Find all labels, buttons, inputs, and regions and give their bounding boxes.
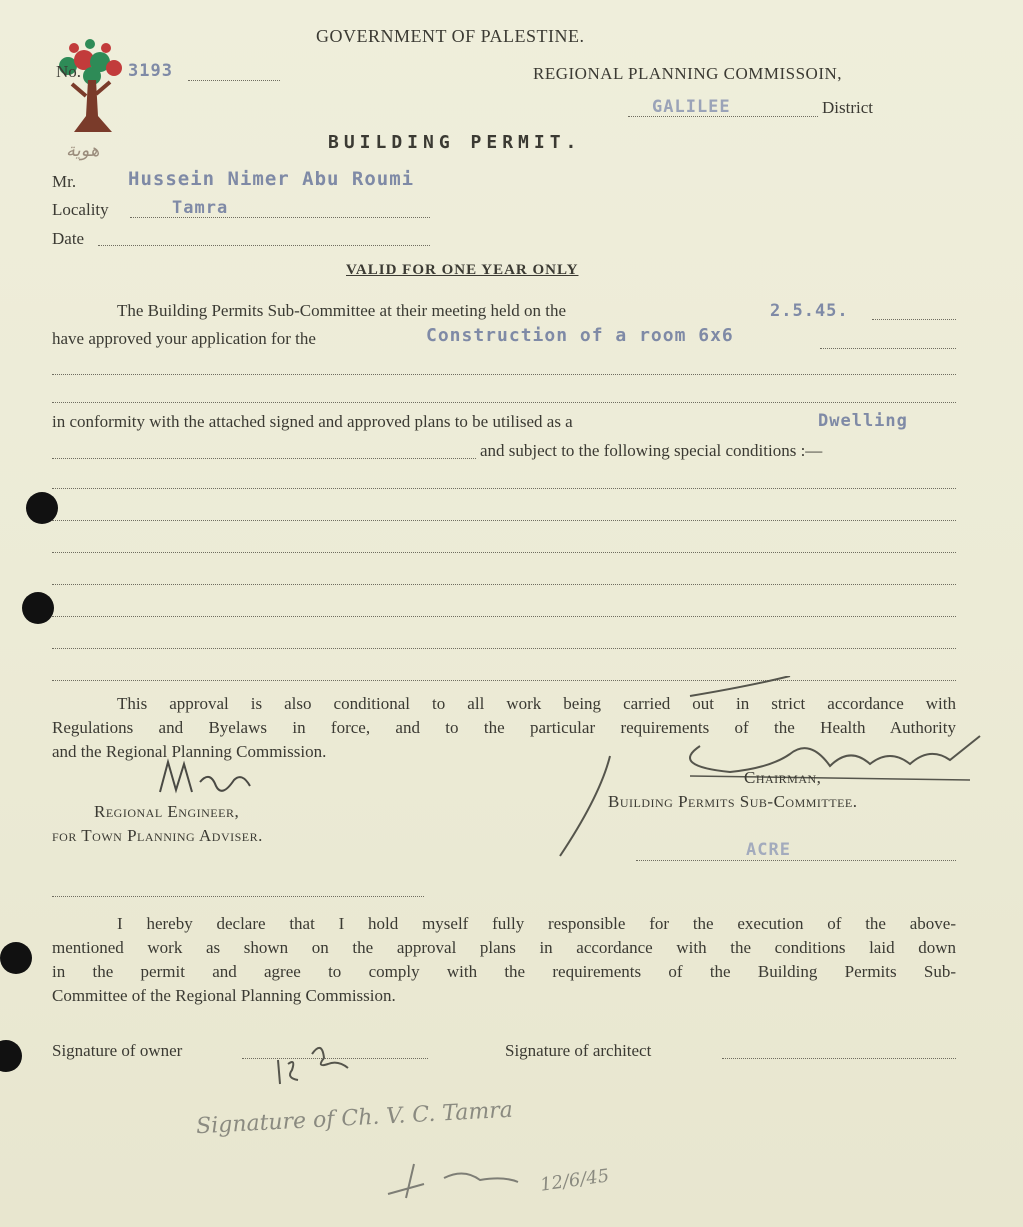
owner-signature-label: Signature of owner — [52, 1041, 183, 1060]
mr-label: Mr. — [52, 172, 77, 191]
logo-text: هوية — [66, 140, 100, 161]
conformity-text: in conformity with the attached signed and approved plans to be utilised as a — [52, 412, 573, 431]
condition-line-1 — [52, 488, 956, 489]
permit-number: 3193 — [128, 61, 173, 81]
conditions-text: and subject to the following special conditions :— — [480, 441, 823, 460]
handwritten-note: Signature of Ch. V. C. Tamra — [195, 1097, 514, 1140]
punch-hole-1 — [26, 492, 58, 524]
place-dots — [636, 860, 956, 861]
government-title: GOVERNMENT OF PALESTINE. — [316, 26, 585, 46]
chairman-subtitle: Building Permits Sub-Committee. — [608, 792, 858, 811]
tree-logo-icon — [52, 36, 132, 146]
conditions-dots — [52, 458, 476, 459]
blank-dots-2 — [52, 402, 956, 403]
number-label: No. — [56, 62, 82, 81]
mr-value: Hussein Nimer Abu Roumi — [128, 168, 415, 190]
declaration-line-2: mentioned work as shown on the approval plans in accordance with the conditions laid down — [52, 938, 956, 957]
condition-line-4 — [52, 584, 956, 585]
declaration-line-4: Committee of the Regional Planning Commission. — [52, 986, 396, 1005]
handwritten-initials — [384, 1154, 524, 1204]
district-value: GALILEE — [652, 97, 731, 117]
commission-title: REGIONAL PLANNING COMMISSOIN, — [533, 64, 843, 83]
engineer-subtitle: for Town Planning Adviser. — [52, 826, 263, 845]
meeting-text: The Building Permits Sub-Committee at their meeting held on the — [117, 301, 567, 320]
blank-dots-1 — [52, 374, 956, 375]
condition-line-2 — [52, 520, 956, 521]
condition-line-6 — [52, 648, 956, 649]
locality-value: Tamra — [172, 198, 229, 218]
document-title: BUILDING PERMIT. — [328, 132, 582, 153]
locality-label: Locality — [52, 200, 109, 219]
meeting-date: 2.5.45. — [770, 301, 849, 321]
engineer-title: Regional Engineer, — [94, 802, 240, 821]
date-label: Date — [52, 229, 85, 248]
approval-line-3: and the Regional Planning Commission. — [52, 742, 327, 761]
punch-hole-4 — [0, 1040, 22, 1072]
declaration-line-3: in the permit and agree to comply with the requirements of the Building Permits Sub- — [52, 962, 956, 981]
approval-line-2: Regulations and Byelaws in force, and to the particular requirements of the Health Authority — [52, 718, 956, 737]
architect-signature-dots — [722, 1058, 956, 1059]
punch-hole-2 — [22, 592, 54, 624]
condition-line-5 — [52, 616, 956, 617]
chairman-title: Chairman, — [744, 768, 822, 787]
date-dots — [98, 245, 430, 246]
declaration-line-1: I hereby declare that I hold myself fully responsible for the execution of the above- — [117, 914, 956, 933]
owner-signature — [268, 1034, 378, 1104]
application-value: Construction of a room 6x6 — [426, 325, 734, 346]
punch-hole-3 — [0, 942, 32, 974]
engineer-extra-dots — [52, 896, 424, 897]
application-dots — [820, 348, 956, 349]
architect-signature-label: Signature of architect — [505, 1041, 652, 1060]
meeting-dots — [872, 319, 956, 320]
valid-notice: VALID FOR ONE YEAR ONLY — [346, 262, 579, 278]
condition-line-3 — [52, 552, 956, 553]
district-label: District — [822, 98, 873, 117]
place-value: ACRE — [746, 840, 791, 860]
use-value: Dwelling — [818, 411, 908, 431]
handwritten-date: 12/6/45 — [538, 1165, 611, 1196]
number-dots — [188, 80, 280, 81]
approval-line-1: This approval is also conditional to all work being carried out in strict accordance with — [117, 694, 956, 713]
application-text: have approved your application for the — [52, 329, 316, 348]
